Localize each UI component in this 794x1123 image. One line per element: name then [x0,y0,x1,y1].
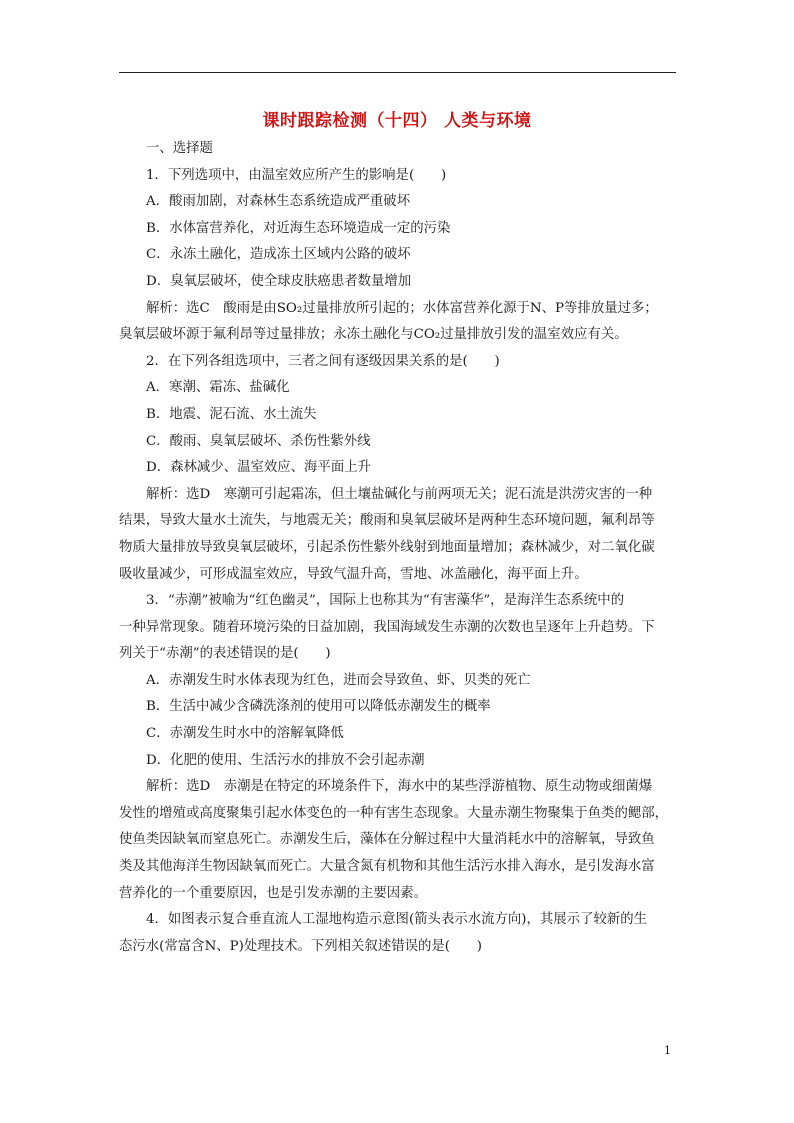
analysis-line: 解析：选D 赤潮是在特定的环境条件下，海水中的某些浮游植物、原生动物或细菌爆 [146,779,653,795]
page-number: 1 [664,1044,671,1057]
analysis-line: 营养化的一个重要原因，也是引发赤潮的主要因素。 [119,885,427,901]
option-b: B．生活中减少含磷洗涤剂的使用可以降低赤潮发生的概率 [146,699,491,715]
analysis-line: 解析：选D 寒潮可引起霜冻，但土壤盐碱化与前两项无关；泥石流是洪涝灾害的一种 [146,486,653,502]
analysis-line: 解析：选C 酸雨是由SO₂过量排放所引起的；水体富营养化源于N、P等排放量过多； [146,300,658,316]
option-a: A．酸雨加剧，对森林生态系统造成严重破坏 [146,194,411,210]
option-c: C．永冻土融化，造成冻土区域内公路的破坏 [146,247,411,263]
page-title: 课时跟踪检测（十四） 人类与环境 [262,111,532,131]
option-d: D．森林减少、温室效应、海平面上升 [146,460,371,476]
option-d: D．化肥的使用、生活污水的排放不会引起赤潮 [146,752,425,768]
option-a: A．寒潮、霜冻、盐碱化 [146,380,290,396]
option-b: B．地震、泥石流、水土流失 [146,406,317,422]
document-body [119,136,676,960]
option-b: B．水体富营养化，对近海生态环境造成一定的污染 [146,220,451,236]
analysis-line: 类及其他海洋生物因缺氧而死亡。大量含氮有机物和其他生活污水排入海水，是引发海水富 [119,859,655,875]
analysis-line: 发性的增殖或高度聚集引起水体变色的一种有害生态现象。大量赤潮生物聚集于鱼类的鳃部， [119,805,669,821]
question-stem: 列关于“赤潮”的表述错误的是( ) [119,646,331,662]
question-stem: 一种异常现象。随着环境污染的日益加剧，我国海域发生赤潮的次数也呈逐年上升趋势。下 [119,619,655,635]
question-stem: 2．在下列各组选项中，三者之间有逐级因果关系的是( ) [146,353,500,369]
analysis-line: 臭氧层破坏源于氟利昂等过量排放；永冻土融化与CO₂过量排放引发的温室效应有关。 [119,327,628,343]
section-heading: 一、选择题 [146,141,213,156]
option-d: D．臭氧层破坏，使全球皮肤癌患者数量增加 [146,273,412,289]
analysis-line: 结果，导致大量水土流失，与地震无关；酸雨和臭氧层破坏是两种生态环境问题，氟利昂等 [119,513,655,529]
question-stem: 3．“赤潮”被喻为“红色幽灵”，国际上也称其为“有害藻华”，是海洋生态系统中的 [146,593,625,609]
question-stem: 4．如图表示复合垂直流人工湿地构造示意图(箭头表示水流方向)，其展示了较新的生 [146,912,648,928]
question-stem: 态污水(常富含N、P)处理技术。下列相关叙述错误的是( ) [119,938,482,954]
analysis-line: 物质大量排放导致臭氧层破坏，引起杀伤性紫外线射到地面量增加；森林减少，对二氧化碳 [119,539,655,555]
option-a: A．赤潮发生时水体表现为红色，进而会导致鱼、虾、贝类的死亡 [146,672,531,688]
header-rule [119,72,676,73]
option-c: C．酸雨、臭氧层破坏、杀伤性紫外线 [146,433,371,449]
analysis-line: 吸收量减少，可形成温室效应，导致气温升高，雪地、冰盖融化，海平面上升。 [119,566,588,582]
option-c: C．赤潮发生时水中的溶解氧降低 [146,726,344,742]
question-stem: 1．下列选项中，由温室效应所产生的影响是( ) [146,167,447,183]
analysis-line: 使鱼类因缺氧而窒息死亡。赤潮发生后，藻体在分解过程中大量消耗水中的溶解氧，导致鱼 [119,832,655,848]
